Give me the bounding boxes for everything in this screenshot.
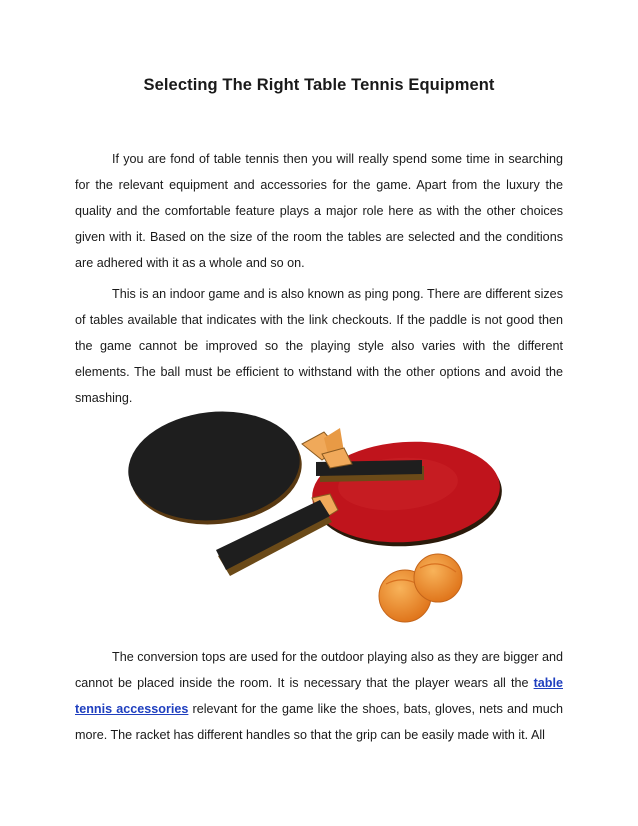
ball-2 [414,554,462,602]
paragraph-1-text: If you are fond of table tennis then you will really spend some time in searching for the relevant equipment and accessories for the game. Apart from the luxury the quality and the comfortable feature plays a major role here as with the other choices given with it. Based on the size of the room the tables are selected and the conditions are adhered with it as a whole and so on. [75,152,563,270]
table-tennis-accessories-link[interactable]: table tennis accessories [75,676,563,716]
paragraph-2 [75,281,563,411]
ping-pong-paddles-and-balls-icon [126,408,512,626]
paragraph-2-text: This is an indoor game and is also known as ping pong. There are different sizes of tables available that indicates with the link checkouts. If the paddle is not good then the game cannot be improved so the playing style also varies with the different elements. The ball must be efficient to withstand with the other options and avoid the smashing. [75,287,563,405]
paragraph-3 [75,644,563,748]
paragraph-3-text-before-link: The conversion tops are used for the outdoor playing also as they are bigger and cannot be placed inside the room. It is necessary that the player wears all the [75,650,563,690]
black-paddle [126,408,307,533]
page-title: Selecting The Right Table Tennis Equipment [143,76,495,94]
paragraph-3-text-after-link: relevant for the game like the shoes, bats, gloves, nets and much more. The racket has different handles so that the grip can be easily made with it. All [75,702,564,742]
paragraph-1 [75,146,563,276]
